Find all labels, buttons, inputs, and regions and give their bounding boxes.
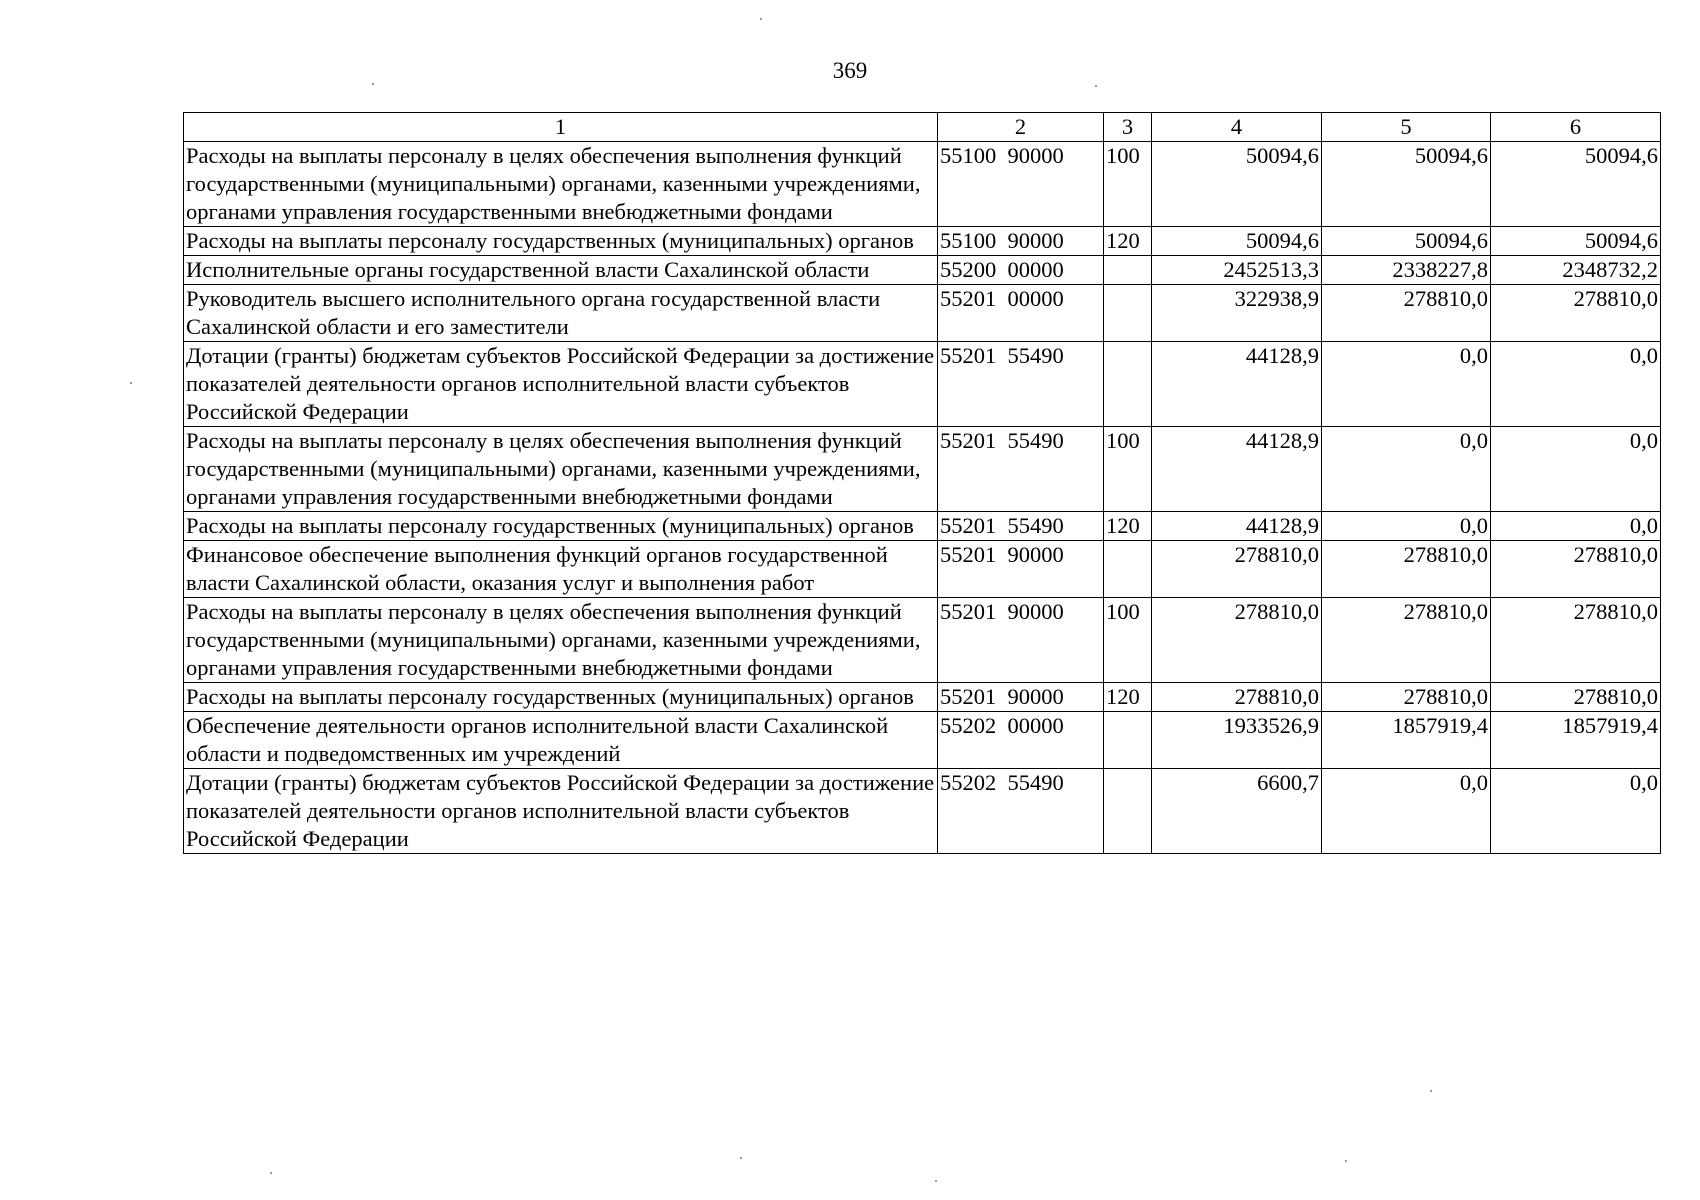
row-value-col4: 50094,6 (1152, 227, 1322, 256)
row-value-col5: 2338227,8 (1322, 256, 1491, 285)
row-value-col6: 278810,0 (1491, 285, 1661, 342)
row-value-col5: 0,0 (1322, 512, 1491, 541)
row-name-cell: Расходы на выплаты персоналу в целях обеспечения выполнения функций государственными (муниципальными) органами, казенными учреждениями, органами управления государственными внебюджетными фондами (184, 427, 938, 512)
row-value-col5: 278810,0 (1322, 285, 1491, 342)
row-value-col6: 50094,6 (1491, 227, 1661, 256)
row-code-cell: 55100 90000 (938, 142, 1104, 227)
row-name-cell: Обеспечение деятельности органов исполнительной власти Сахалинской области и подведомственных им учреждений (184, 712, 938, 769)
row-value-col5: 278810,0 (1322, 541, 1491, 598)
row-value-col4: 1933526,9 (1152, 712, 1322, 769)
row-vr-cell (1104, 769, 1152, 854)
row-value-col6: 2348732,2 (1491, 256, 1661, 285)
scan-speck (740, 1157, 742, 1159)
row-vr-cell: 100 (1104, 598, 1152, 683)
row-value-col4: 44128,9 (1152, 342, 1322, 427)
row-vr-cell: 100 (1104, 142, 1152, 227)
table-row (184, 512, 1661, 541)
page-number: 369 (832, 58, 868, 83)
row-vr-cell (1104, 285, 1152, 342)
row-value-col5: 0,0 (1322, 342, 1491, 427)
row-value-col6: 0,0 (1491, 427, 1661, 512)
row-name-cell: Руководитель высшего исполнительного органа государственной власти Сахалинской области и его заместители (184, 285, 938, 342)
row-value-col4: 278810,0 (1152, 598, 1322, 683)
row-name-cell: Расходы на выплаты персоналу государственных (муниципальных) органов (184, 683, 938, 712)
row-value-col5: 50094,6 (1322, 142, 1491, 227)
row-code-cell: 55201 90000 (938, 683, 1104, 712)
row-value-col5: 278810,0 (1322, 683, 1491, 712)
scan-speck (1095, 85, 1097, 87)
table-row (184, 256, 1661, 285)
row-code-cell: 55201 90000 (938, 541, 1104, 598)
column-header: 2 (938, 113, 1104, 142)
scan-speck (760, 18, 762, 20)
row-value-col6: 278810,0 (1491, 598, 1661, 683)
row-value-col6: 278810,0 (1491, 541, 1661, 598)
row-name-cell: Дотации (гранты) бюджетам субъектов Российской Федерации за достижение показателей деятельности органов исполнительной власти субъектов Российской Федерации (184, 769, 938, 854)
table-row (184, 541, 1661, 598)
row-code-cell: 55201 55490 (938, 512, 1104, 541)
budget-table (183, 112, 1661, 854)
row-code-cell: 55200 00000 (938, 256, 1104, 285)
row-vr-cell (1104, 712, 1152, 769)
row-code-cell: 55202 55490 (938, 769, 1104, 854)
row-value-col5: 0,0 (1322, 769, 1491, 854)
row-value-col6: 0,0 (1491, 512, 1661, 541)
table-body (184, 142, 1661, 854)
table-row (184, 285, 1661, 342)
row-name-cell: Исполнительные органы государственной власти Сахалинской области (184, 256, 938, 285)
table-row (184, 769, 1661, 854)
table-row (184, 427, 1661, 512)
row-value-col5: 1857919,4 (1322, 712, 1491, 769)
scan-speck (1345, 1160, 1347, 1162)
scan-speck (1430, 1090, 1432, 1092)
column-header: 4 (1152, 113, 1322, 142)
row-code-cell: 55202 00000 (938, 712, 1104, 769)
row-value-col4: 278810,0 (1152, 541, 1322, 598)
row-value-col4: 2452513,3 (1152, 256, 1322, 285)
row-vr-cell: 120 (1104, 512, 1152, 541)
row-value-col4: 322938,9 (1152, 285, 1322, 342)
header-row (184, 113, 1661, 142)
scan-speck (270, 1172, 272, 1174)
table-row (184, 227, 1661, 256)
row-value-col4: 278810,0 (1152, 683, 1322, 712)
scan-speck (935, 1180, 937, 1182)
row-vr-cell: 120 (1104, 683, 1152, 712)
row-name-cell: Дотации (гранты) бюджетам субъектов Российской Федерации за достижение показателей деятельности органов исполнительной власти субъектов Российской Федерации (184, 342, 938, 427)
column-header: 1 (184, 113, 938, 142)
row-vr-cell (1104, 541, 1152, 598)
table-row (184, 683, 1661, 712)
table-row (184, 142, 1661, 227)
row-vr-cell (1104, 342, 1152, 427)
row-vr-cell: 100 (1104, 427, 1152, 512)
row-value-col6: 50094,6 (1491, 142, 1661, 227)
row-value-col5: 0,0 (1322, 427, 1491, 512)
row-code-cell: 55201 55490 (938, 342, 1104, 427)
column-header: 6 (1491, 113, 1661, 142)
row-value-col4: 44128,9 (1152, 512, 1322, 541)
row-name-cell: Расходы на выплаты персоналу в целях обеспечения выполнения функций государственными (муниципальными) органами, казенными учреждениями, органами управления государственными внебюджетными фондами (184, 598, 938, 683)
row-value-col6: 278810,0 (1491, 683, 1661, 712)
row-code-cell: 55100 90000 (938, 227, 1104, 256)
scan-speck (372, 83, 374, 85)
table-row (184, 712, 1661, 769)
row-value-col4: 44128,9 (1152, 427, 1322, 512)
row-name-cell: Расходы на выплаты персоналу в целях обеспечения выполнения функций государственными (муниципальными) органами, казенными учреждениями, органами управления государственными внебюджетными фондами (184, 142, 938, 227)
scan-speck (130, 382, 132, 384)
column-header: 3 (1104, 113, 1152, 142)
row-code-cell: 55201 90000 (938, 598, 1104, 683)
table-row (184, 598, 1661, 683)
row-value-col4: 50094,6 (1152, 142, 1322, 227)
row-vr-cell: 120 (1104, 227, 1152, 256)
row-value-col4: 6600,7 (1152, 769, 1322, 854)
row-name-cell: Финансовое обеспечение выполнения функций органов государственной власти Сахалинской области, оказания услуг и выполнения работ (184, 541, 938, 598)
table-row (184, 342, 1661, 427)
row-value-col6: 0,0 (1491, 769, 1661, 854)
row-value-col6: 0,0 (1491, 342, 1661, 427)
row-vr-cell (1104, 256, 1152, 285)
row-value-col6: 1857919,4 (1491, 712, 1661, 769)
column-header: 5 (1322, 113, 1491, 142)
row-code-cell: 55201 00000 (938, 285, 1104, 342)
row-name-cell: Расходы на выплаты персоналу государственных (муниципальных) органов (184, 512, 938, 541)
row-name-cell: Расходы на выплаты персоналу государственных (муниципальных) органов (184, 227, 938, 256)
row-value-col5: 278810,0 (1322, 598, 1491, 683)
row-value-col5: 50094,6 (1322, 227, 1491, 256)
row-code-cell: 55201 55490 (938, 427, 1104, 512)
